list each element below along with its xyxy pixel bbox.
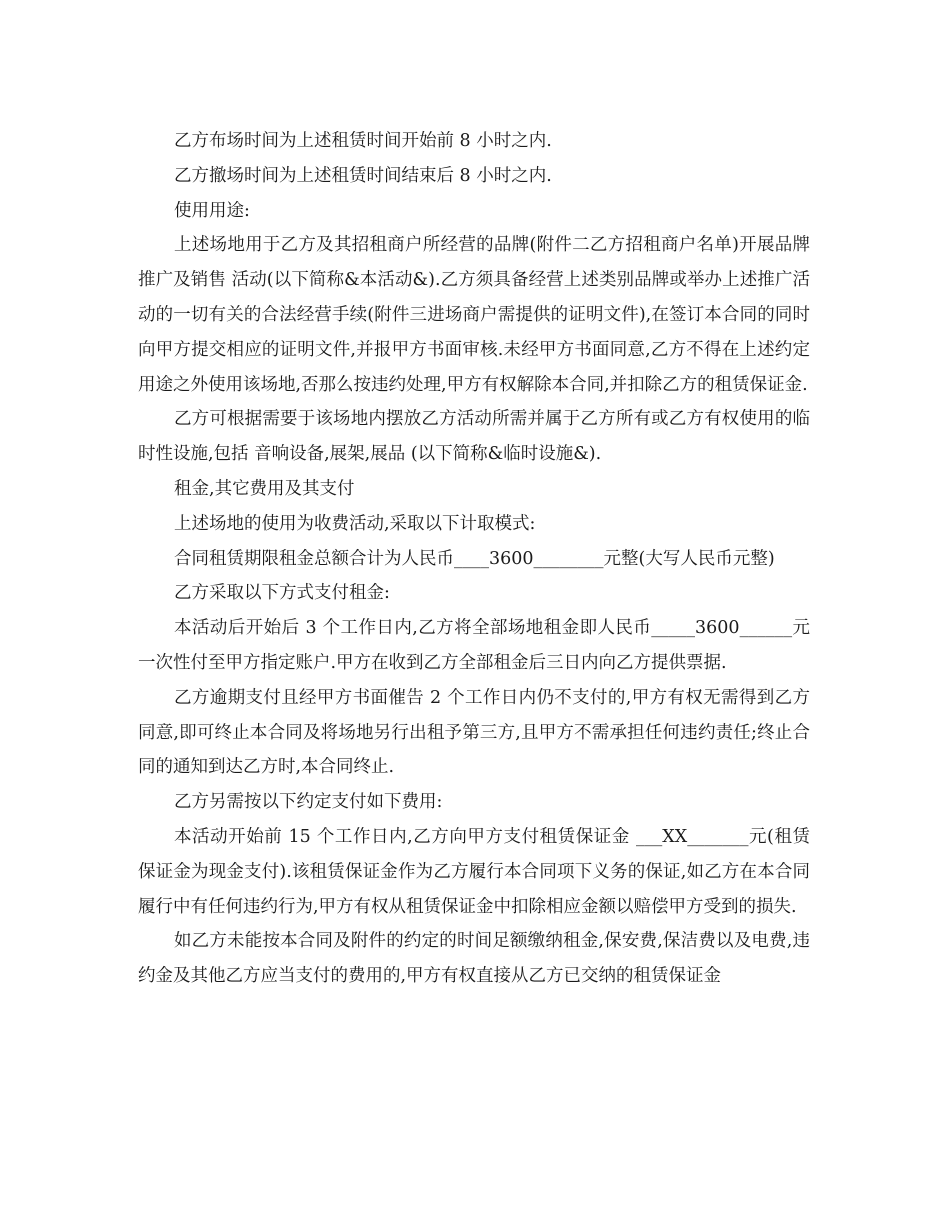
paragraph-charging-mode: 上述场地的使用为收费活动,采取以下计取模式: — [174, 513, 536, 534]
heading-usage: 使用用途: — [174, 200, 250, 221]
document-body — [138, 124, 810, 994]
paragraph-temporary-facilities: 乙方可根据需要于该场地内摆放乙方活动所需并属于乙方所有或乙方有权使用的临时性设施,包括 音响设备,展架,展品 (以下简称&临时设施&). — [138, 409, 810, 465]
paragraph-payment-terms: 本活动后开始后 3 个工作日内,乙方将全部场地租金即人民币_____3600______元一次性付至甲方指定账户.甲方在收到乙方全部租金后三日内向乙方提供票据. — [138, 618, 810, 673]
paragraph-other-fees: 乙方另需按以下约定支付如下费用: — [174, 792, 443, 813]
paragraph-total-rent: 合同租赁期限租金总额合计为人民币____3600________元整(大写人民币元整) — [174, 548, 775, 569]
paragraph-deposit: 本活动开始前 15 个工作日内,乙方向甲方支付租赁保证金 ___XX_______元(租赁保证金为现金支付).该租赁保证金作为乙方履行本合同项下义务的保证,如乙方在本合同履行中有任何违约行为,甲方有权从租赁保证金中扣除相应金额以赔偿甲方受到的损失. — [138, 826, 810, 917]
paragraph-teardown-time: 乙方撤场时间为上述租赁时间结束后 8 小时之内. — [174, 165, 552, 186]
heading-rent-and-fees: 租金,其它费用及其支付 — [174, 478, 355, 499]
paragraph-late-payment: 乙方逾期支付且经甲方书面催告 2 个工作日内仍不支付的,甲方有权无需得到乙方同意,即可终止本合同及将场地另行出租予第三方,且甲方不需承担任何违约责任;终止合同的通知到达乙方时,本合同终止. — [138, 687, 810, 778]
paragraph-usage-description: 上述场地用于乙方及其招租商户所经营的品牌(附件二乙方招租商户名单)开展品牌推广及销售 活动(以下简称&本活动&).乙方须具备经营上述类别品牌或举办上述推广活动的一切有关的合法经营手续(附件三进场商户需提供的证明文件),在签订本合同的同时向甲方提交相应的证明文件,并报甲方书面审核.未经甲方书面同意,乙方不得在上述约定用途之外使用该场地,否那么按违约处理,甲方有权解除本合同,并扣除乙方的租赁保证金. — [138, 235, 810, 395]
paragraph-payment-method: 乙方采取以下方式支付租金: — [174, 583, 390, 604]
paragraph-setup-time: 乙方布场时间为上述租赁时间开始前 8 小时之内. — [174, 131, 552, 151]
paragraph-deposit-deduction: 如乙方未能按本合同及附件的约定的时间足额缴纳租金,保安费,保洁费以及电费,违约金及其他乙方应当支付的费用的,甲方有权直接从乙方已交纳的租赁保证金 — [138, 931, 810, 987]
